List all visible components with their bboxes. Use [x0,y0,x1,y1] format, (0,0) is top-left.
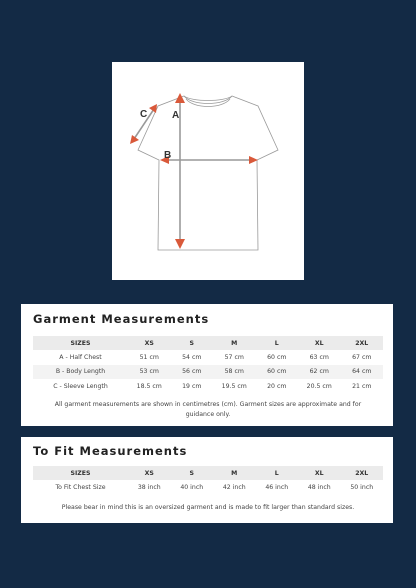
header-cell: XS [128,466,171,480]
table-cell: 18.5 cm [136,382,162,390]
table-row [33,350,383,365]
tshirt-diagram [112,62,304,280]
table-cell: 56 cm [171,365,214,380]
row-label: C - Sleeve Length [53,382,108,390]
table-cell: 60 cm [256,365,299,380]
table-cell: 19.5 cm [221,382,247,390]
table-cell: 21 cm [352,382,372,390]
measure-c-arrow-bottom [130,135,139,144]
table-cell: 46 inch [265,483,289,491]
header-cell: SIZES [33,336,128,350]
header-cell: L [256,466,299,480]
header-cell: 2XL [341,336,384,350]
header-cell: L [256,336,299,350]
table-cell: 42 inch [222,483,246,491]
header-cell: XL [298,466,341,480]
row-label: To Fit Chest Size [55,483,106,491]
label-b: B [164,150,172,161]
table-cell: 51 cm [139,353,159,361]
header-cell: 2XL [341,466,384,480]
table-cell: 60 cm [267,353,287,361]
tshirt-diagram-svg [112,62,304,280]
header-cell: S [171,336,214,350]
garment-title: Garment Measurements [33,312,210,326]
table-cell: 38 inch [137,483,161,491]
table-cell: 67 cm [352,353,372,361]
header-cell: M [213,466,256,480]
table-row [33,480,383,495]
table-cell: 19 cm [182,382,202,390]
garment-measurements-card [21,304,393,426]
table-cell: 20 cm [267,382,287,390]
label-a: A [172,110,180,121]
row-label: A - Half Chest [59,353,102,361]
table-cell: 48 inch [307,483,331,491]
table-header-row [33,466,383,480]
table-cell: 40 inch [180,483,204,491]
header-cell: XL [298,336,341,350]
table-row [33,365,383,380]
header-cell: XS [128,336,171,350]
to-fit-note: Please bear in mind this is an oversized garment and is made to fit larger than standard sizes. [61,504,355,511]
row-label: B - Body Length [33,365,128,380]
table-cell: 50 inch [350,483,374,491]
table-cell: 63 cm [309,353,329,361]
table-cell: 53 cm [128,365,171,380]
table-row [33,379,383,394]
to-fit-table [33,466,383,495]
garment-table [33,336,383,394]
header-cell: M [213,336,256,350]
table-cell: 64 cm [341,365,384,380]
table-cell: 20.5 cm [306,382,332,390]
to-fit-measurements-card [21,437,393,523]
to-fit-title: To Fit Measurements [33,444,188,458]
table-header-row [33,336,383,350]
table-cell: 54 cm [182,353,202,361]
header-cell: S [171,466,214,480]
table-cell: 58 cm [213,365,256,380]
garment-note [33,400,383,420]
tshirt-outline [138,96,278,250]
garment-note-line1: All garment measurements are shown in centimetres (cm). Garment sizes are approximate and for [54,401,362,408]
garment-note-line2: guidance only. [185,411,231,418]
header-cell: SIZES [33,466,128,480]
table-cell: 57 cm [224,353,244,361]
label-c: C [140,109,148,120]
table-cell: 62 cm [298,365,341,380]
